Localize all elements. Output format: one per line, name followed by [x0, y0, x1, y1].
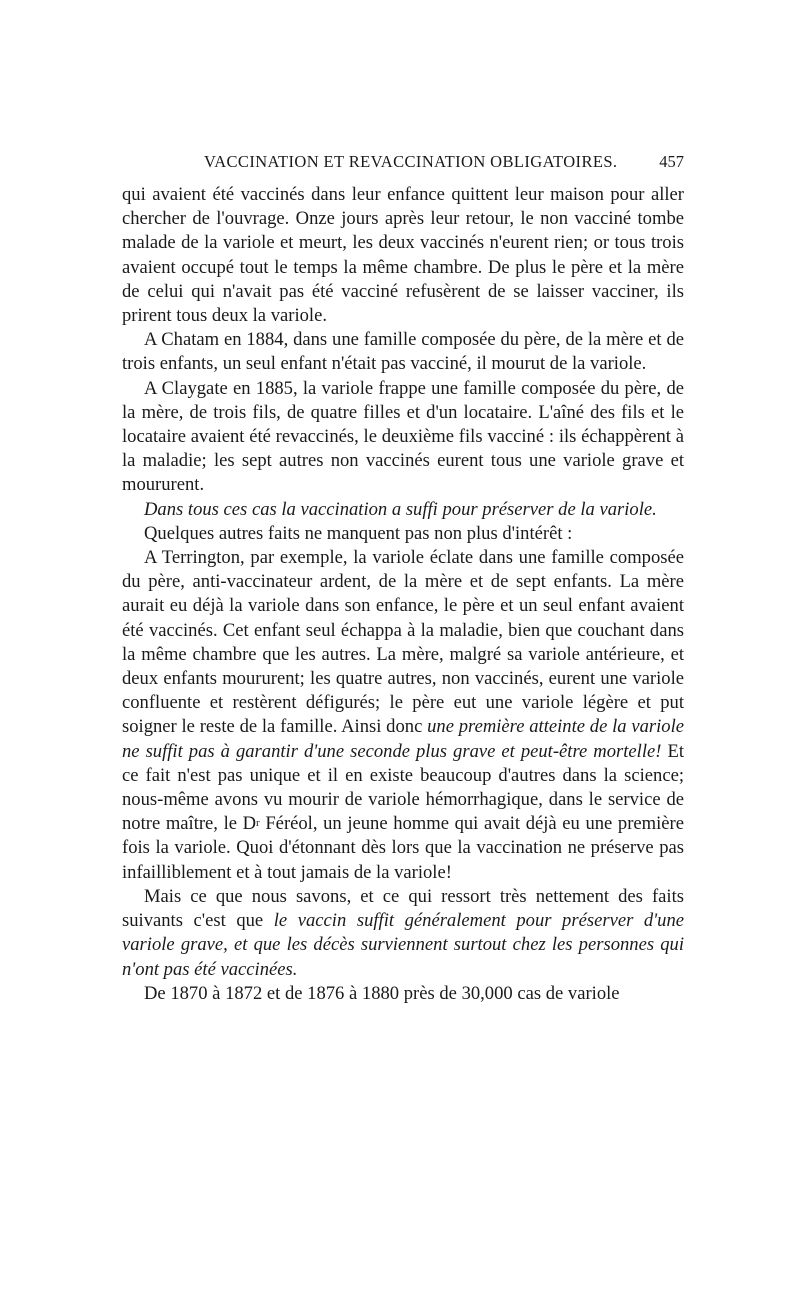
- paragraph-7: [122, 885, 684, 982]
- italic-conclusion: Dans tous ces cas la vaccination a suffi pour préserver de la variole.: [144, 498, 657, 520]
- page-header: [122, 152, 684, 178]
- paragraph-6: [122, 546, 684, 885]
- paragraph-6-italic: une première atteinte de la variole ne suffit pas à garantir d'une seconde plus grave et peut-être mortelle!: [122, 716, 685, 762]
- paragraph-2: A Chatam en 1884, dans une famille composée du père, de la mère et de trois enfants, un seul enfant n'était pas vacciné, il mourut de la variole.: [122, 329, 684, 375]
- running-title: VACCINATION ET REVACCINATION OBLIGATOIRES.: [204, 152, 618, 171]
- paragraph-6-text-c: Et ce fait n'est pas unique et il en existe beaucoup d'autres dans la science; nous-même avons vu mourir de variole hémorrhagique, dans le service de notre maître, le D: [122, 740, 684, 835]
- paragraph-7-italic: le vaccin suffit généralement pour préserver d'une variole grave, et que les décès surviennent surtout chez les personnes qui n'ont pas été vaccinées.: [122, 910, 684, 980]
- doctor-superscript: r: [256, 817, 260, 830]
- paragraph-1: qui avaient été vaccinés dans leur enfance quittent leur maison pour aller chercher de l'ouvrage. Onze jours après leur retour, le non vacciné tombe malade de la variole et meurt, les deux vaccinés n'eurent rien; or tous trois avaient occupé tout le temps la même chambre. De plus le père et la mère de celui qui n'avait pas été vacciné refusèrent de se laisser vacciner, ils prirent tous deux la variole.: [122, 184, 684, 327]
- paragraph-6-text-d: Féréol, un jeune homme qui avait déjà eu une première fois la variole. Quoi d'étonnant dès lors que la vaccination ne préserve pas infailliblement et à tout jamais de la variole!: [122, 813, 684, 883]
- body-text: [122, 183, 684, 1006]
- paragraph-3: A Claygate en 1885, la variole frappe une famille composée du père, de la mère, de trois fils, de quatre filles et d'un locataire. L'aîné des fils et le locataire avaient été revaccinés, le deuxième fils vacciné : ils échappèrent à la maladie; les sept autres non vaccinés eurent tous une variole grave et moururent.: [122, 377, 684, 496]
- paragraph-5: Quelques autres faits ne manquent pas non plus d'intérêt :: [144, 522, 573, 544]
- paragraph-7-text-a: Mais ce que nous savons, et ce qui ressort très nettement des faits suivants c'est que: [122, 885, 684, 932]
- paragraph-8: De 1870 à 1872 et de 1876 à 1880 près de 30,000 cas de variole: [144, 982, 620, 1004]
- paragraph-6-text-a: A Terrington, par exemple, la variole éclate dans une famille composée du père, anti-vaccinateur ardent, de la mère et de sept enfants. La mère aurait eu déjà la variole dans son enfance, le père et un seul enfant avaient été vaccinés. Cet enfant seul échappa à la maladie, bien que couchant dans la même chambre que les autres. La mère, malgré sa variole antérieure, et deux enfants moururent; les quatre autres, non vaccinés, eurent une variole confluente et restèrent défigurés; le père eut une variole légère et put soigner le reste de la famille. Ainsi donc: [122, 547, 684, 738]
- page-number: 457: [659, 152, 684, 171]
- paragraph-4: [122, 498, 684, 522]
